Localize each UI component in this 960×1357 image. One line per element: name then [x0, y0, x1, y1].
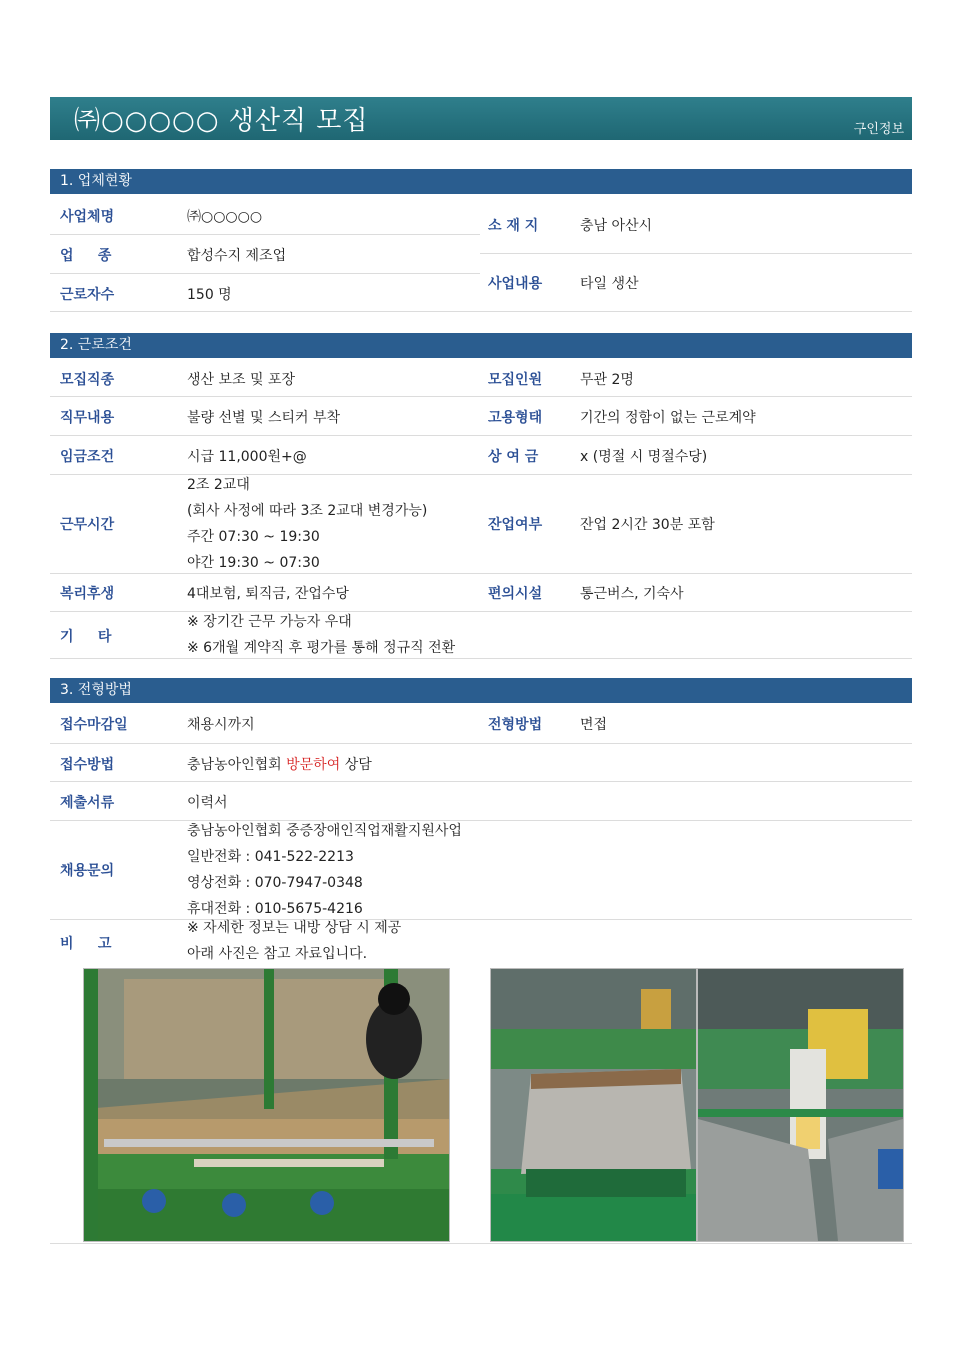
value-method: 면접 [580, 717, 608, 733]
photo-bottom-divider [50, 1243, 912, 1244]
etc-line: ※ 6개월 계약직 후 평가를 통해 정규직 전환 [187, 640, 456, 656]
inquiry-line: 영상전화 : 070-7947-0348 [187, 875, 363, 891]
row-location [480, 195, 912, 254]
value-welfare: 4대보험, 퇴직금, 잔업수당 [187, 586, 349, 602]
section-heading-selection: 3. 전형방법 [50, 678, 912, 703]
hours-block [187, 472, 427, 576]
etc-line: ※ 장기간 근무 가능자 우대 [187, 614, 352, 630]
apply-post: 상담 [344, 757, 372, 773]
value-facility: 통근버스, 기숙사 [580, 586, 684, 602]
title-bar [50, 97, 912, 140]
row-docs [50, 782, 912, 821]
value-deadline: 채용시까지 [187, 717, 255, 733]
label-apply: 접수방법 [60, 757, 115, 773]
value-employ: 기간의 정함이 없는 근로계약 [580, 410, 756, 426]
label-industry: 업 종 [60, 248, 112, 264]
section-heading-company: 1. 업체현황 [50, 169, 912, 194]
label-location: 소 재 지 [488, 218, 539, 234]
row-inquiry [50, 821, 912, 920]
label-facility: 편의시설 [488, 586, 543, 602]
label-inquiry: 채용문의 [60, 863, 115, 879]
row-business [480, 254, 912, 312]
value-job: 생산 보조 및 포장 [187, 372, 296, 388]
row-deadline [50, 703, 912, 744]
value-count: 무관 2명 [580, 372, 634, 388]
hours-line: 주간 07:30 ~ 19:30 [187, 529, 320, 545]
label-employ: 고용형태 [488, 410, 543, 426]
label-duty: 직무내용 [60, 410, 115, 426]
value-docs: 이력서 [187, 795, 228, 811]
inquiry-line: 충남농아인협회 중증장애인직업재활지원사업 [187, 823, 462, 839]
value-overtime: 잔업 2시간 30분 포함 [580, 517, 715, 533]
label-hours: 근무시간 [60, 517, 115, 533]
value-location: 충남 아산시 [580, 218, 653, 234]
label-method: 전형방법 [488, 717, 543, 733]
label-workers: 근로자수 [60, 287, 115, 303]
row-industry [50, 235, 480, 274]
conveyor-line-photo [697, 968, 904, 1242]
label-note: 비 고 [60, 936, 112, 952]
row-job [50, 358, 912, 397]
value-wage: 시급 11,000원+@ [187, 449, 307, 465]
value-bonus: x (명절 시 명절수당) [580, 449, 708, 465]
label-overtime: 잔업여부 [488, 517, 543, 533]
label-bonus: 상 여 금 [488, 449, 539, 465]
inquiry-line: 일반전화 : 041-522-2213 [187, 849, 354, 865]
label-welfare: 복리후생 [60, 586, 115, 602]
factory-worker-photo [83, 968, 450, 1242]
label-docs: 제출서류 [60, 795, 115, 811]
note-line: ※ 자세한 정보는 내방 상담 시 제공 [187, 920, 402, 936]
row-company [50, 195, 480, 235]
value-duty: 불량 선별 및 스티커 부착 [187, 410, 341, 426]
etc-block [187, 609, 455, 661]
row-note [50, 920, 912, 966]
value-workers: 150 명 [187, 287, 232, 303]
row-apply [50, 744, 912, 782]
label-etc: 기 타 [60, 629, 112, 645]
label-deadline: 접수마감일 [60, 717, 128, 733]
note-line: 아래 사진은 참고 자료입니다. [187, 946, 368, 962]
section-heading-conditions: 2. 근로조건 [50, 333, 912, 358]
apply-highlight: 방문하여 [286, 757, 341, 773]
label-wage: 임금조건 [60, 449, 115, 465]
value-apply [187, 754, 372, 774]
label-business: 사업내용 [488, 276, 543, 292]
page-title: ㈜○○○○○ 생산직 모집 [74, 106, 369, 136]
row-duty [50, 397, 912, 436]
apply-pre: 충남농아인협회 [187, 757, 282, 773]
tile-pallet-photo [490, 968, 697, 1242]
hours-line: 야간 19:30 ~ 07:30 [187, 555, 320, 571]
hours-line: 2조 2교대 [187, 477, 250, 493]
row-workers [50, 274, 480, 312]
page-tag: 구인정보 [853, 122, 904, 137]
note-block [187, 915, 401, 967]
inquiry-line: 휴대전화 : 010-5675-4216 [187, 901, 363, 917]
label-company: 사업체명 [60, 209, 115, 225]
row-hours [50, 475, 912, 574]
hours-line: (회사 사정에 따라 3조 2교대 변경가능) [187, 503, 428, 519]
value-company: ㈜○○○○○ [187, 209, 263, 225]
row-welfare [50, 574, 912, 612]
value-business: 타일 생산 [580, 276, 639, 292]
row-wage [50, 436, 912, 475]
label-count: 모집인원 [488, 372, 543, 388]
inquiry-block [187, 818, 462, 922]
row-etc [50, 612, 912, 659]
label-job: 모집직종 [60, 372, 115, 388]
value-industry: 합성수지 제조업 [187, 248, 287, 264]
